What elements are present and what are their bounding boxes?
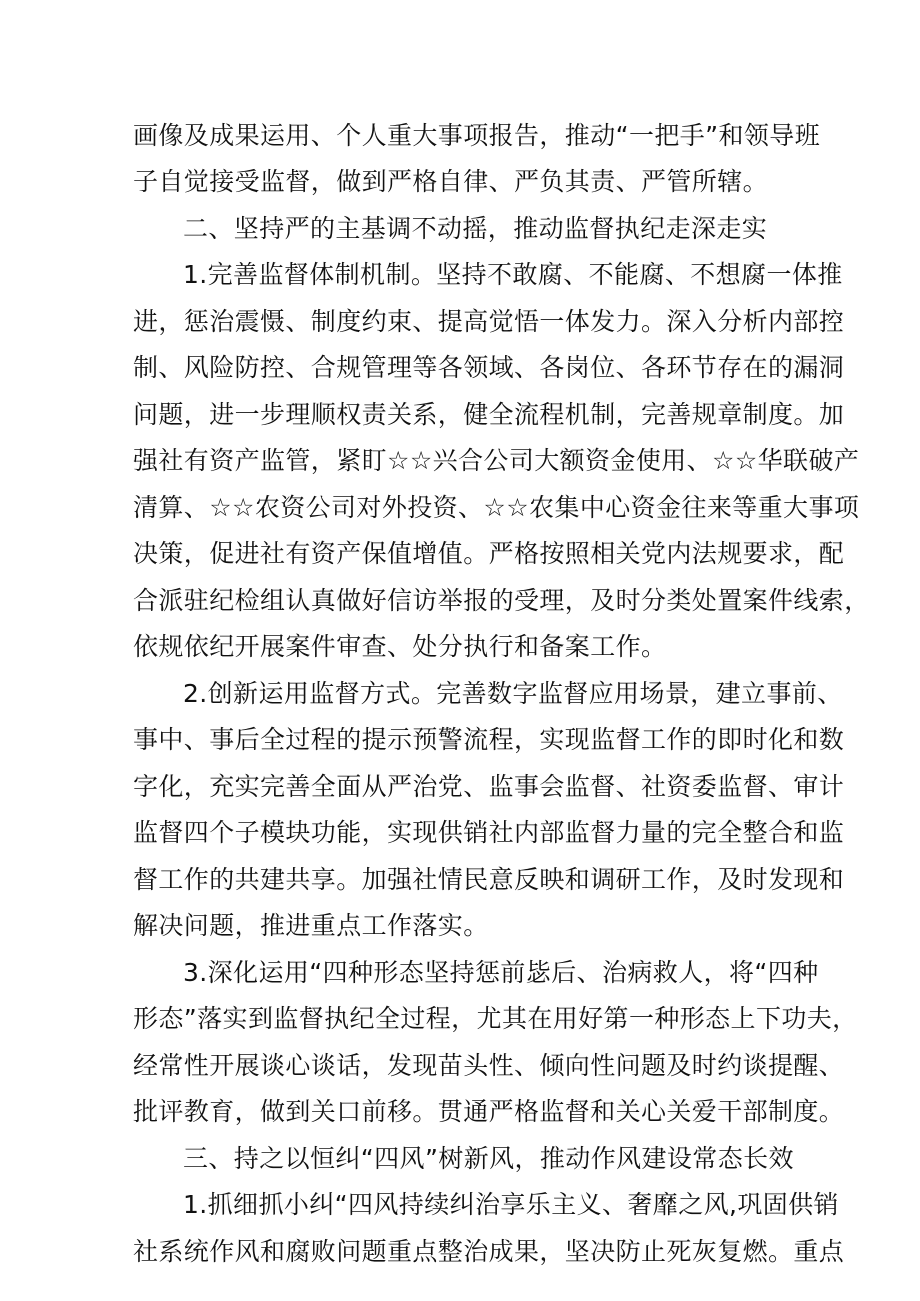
section-heading-2: 二、坚持严的主基调不动摇，推动监督执纪走深走实 [183, 214, 768, 243]
paragraph-line: 批评教育，做到关口前移。贯通严格监督和关心关爱干部制度。 [133, 1097, 845, 1126]
paragraph-line: 经常性开展谈心谈话，发现苗头性、倾向性问题及时约谈提醒、 [133, 1051, 845, 1080]
paragraph-line: 问题，进一步理顺权责关系，健全流程机制，完善规章制度。加 [133, 400, 845, 429]
paragraph-line: 形态”落实到监督执纪全过程，尤其在用好第一种形态上下功夫， [133, 1004, 858, 1033]
paragraph-line: 2.创新运用监督方式。完善数字监督应用场景，建立事前、 [183, 679, 843, 708]
paragraph-line: 社系统作风和腐败问题重点整治成果，坚决防止死灰复燃。重点 [133, 1237, 845, 1266]
paragraph-line: 解决问题，推进重点工作落实。 [133, 911, 489, 940]
paragraph-line: 制、风险防控、合规管理等各领域、各岗位、各环节存在的漏洞 [133, 353, 845, 382]
paragraph-line: 依规依纪开展案件审查、处分执行和备案工作。 [133, 632, 667, 661]
paragraph-line: 督工作的共建共享。加强社情民意反映和调研工作，及时发现和 [133, 865, 845, 894]
paragraph-line: 强社有资产监管，紧盯☆☆兴合公司大额资金使用、☆☆华联破产 [133, 446, 860, 475]
paragraph-line: 清算、☆☆农资公司对外投资、☆☆农集中心资金往来等重大事项 [133, 493, 860, 522]
paragraph-line: 1.抓细抓小纠“四风持续纠治享乐主义、奢靡之风,巩固供销 [183, 1190, 839, 1219]
paragraph-line: 监督四个子模块功能，实现供销社内部监督力量的完全整合和监 [133, 818, 845, 847]
paragraph-line: 字化，充实完善全面从严治党、监事会监督、社资委监督、审计 [133, 772, 845, 801]
paragraph-line: 决策，促进社有资产保值增值。严格按照相关党内法规要求，配 [133, 539, 845, 568]
paragraph-line: 画像及成果运用、个人重大事项报告，推动“一把手”和领导班 [133, 121, 821, 150]
paragraph-line: 事中、事后全过程的提示预警流程，实现监督工作的即时化和数 [133, 725, 845, 754]
paragraph-line: 子自觉接受监督，做到严格自律、严负其责、严管所辖。 [133, 167, 769, 196]
paragraph-line: 进，惩治震慑、制度约束、提高觉悟一体发力。深入分析内部控 [133, 307, 845, 336]
section-heading-3: 三、持之以恒纠“四风”树新风，推动作风建设常态长效 [183, 1144, 794, 1173]
paragraph-line: 1.完善监督体制机制。坚持不敢腐、不能腐、不想腐一体推 [183, 260, 843, 289]
paragraph-line: 3.深化运用“四种形态坚持惩前毖后、治病救人，将“四种 [183, 958, 819, 987]
paragraph-line: 合派驻纪检组认真做好信访举报的受理，及时分类处置案件线索， [133, 586, 870, 615]
